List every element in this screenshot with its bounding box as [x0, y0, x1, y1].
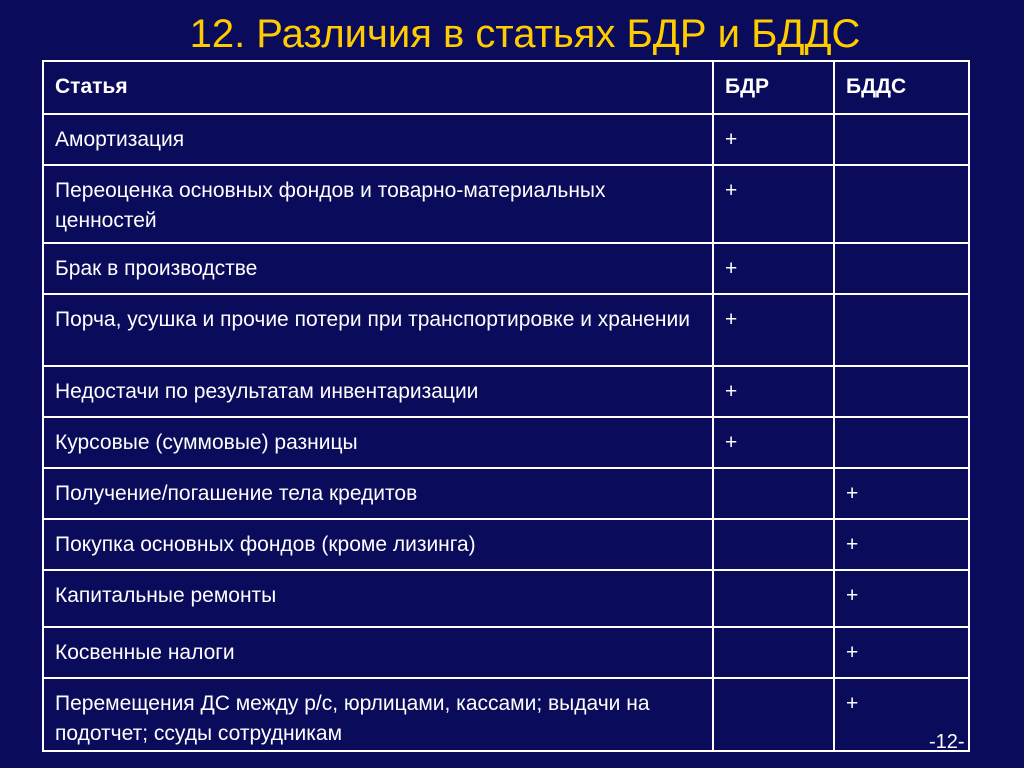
table-row: [43, 468, 969, 519]
row-bdds-mark: [834, 243, 969, 294]
comparison-table: [42, 60, 970, 752]
table-row: [43, 114, 969, 165]
table-header-row: [43, 61, 969, 114]
table-row: [43, 243, 969, 294]
row-bdr-mark: [713, 468, 834, 519]
row-bdr-mark: +: [713, 366, 834, 417]
row-bdr-mark: [713, 678, 834, 751]
row-item: Капитальные ремонты: [43, 570, 713, 627]
row-bdr-mark: [713, 570, 834, 627]
slide-title: 12. Различия в статьях БДР и БДДС: [189, 12, 861, 56]
row-bdds-mark: [834, 417, 969, 468]
row-item: Покупка основных фондов (кроме лизинга): [43, 519, 713, 570]
table-row: [43, 294, 969, 366]
table-row: [43, 627, 969, 678]
row-bdds-mark: [834, 294, 969, 366]
row-bdr-mark: +: [713, 243, 834, 294]
row-item: Брак в производстве: [43, 243, 713, 294]
row-bdr-mark: [713, 519, 834, 570]
table-row: [43, 519, 969, 570]
row-bdr-mark: +: [713, 294, 834, 366]
row-bdds-mark: [834, 366, 969, 417]
row-item: Порча, усушка и прочие потери при транспортировке и хранении: [43, 294, 713, 366]
row-item: Курсовые (суммовые) разницы: [43, 417, 713, 468]
row-item: Получение/погашение тела кредитов: [43, 468, 713, 519]
row-bdds-mark: +: [834, 519, 969, 570]
table-row: [43, 417, 969, 468]
header-bdds: БДДС: [834, 61, 969, 114]
row-item: Перемещения ДС между р/с, юрлицами, кассами; выдачи на подотчет; ссуды сотрудникам: [43, 678, 713, 751]
row-item: Переоценка основных фондов и товарно-материальных ценностей: [43, 165, 713, 243]
row-bdds-mark: [834, 165, 969, 243]
row-bdr-mark: +: [713, 417, 834, 468]
table-row: [43, 678, 969, 751]
row-item: Недостачи по результатам инвентаризации: [43, 366, 713, 417]
row-item: Косвенные налоги: [43, 627, 713, 678]
row-item: Амортизация: [43, 114, 713, 165]
row-bdds-mark: +: [834, 627, 969, 678]
table-row: [43, 570, 969, 627]
row-bdr-mark: +: [713, 114, 834, 165]
page-number: -12-: [929, 731, 965, 753]
row-bdr-mark: [713, 627, 834, 678]
table-row: [43, 165, 969, 243]
header-bdr: БДР: [713, 61, 834, 114]
row-bdds-mark: +: [834, 678, 969, 751]
table-row: [43, 366, 969, 417]
row-bdr-mark: +: [713, 165, 834, 243]
row-bdds-mark: [834, 114, 969, 165]
row-bdds-mark: +: [834, 570, 969, 627]
row-bdds-mark: +: [834, 468, 969, 519]
header-item: Статья: [43, 61, 713, 114]
